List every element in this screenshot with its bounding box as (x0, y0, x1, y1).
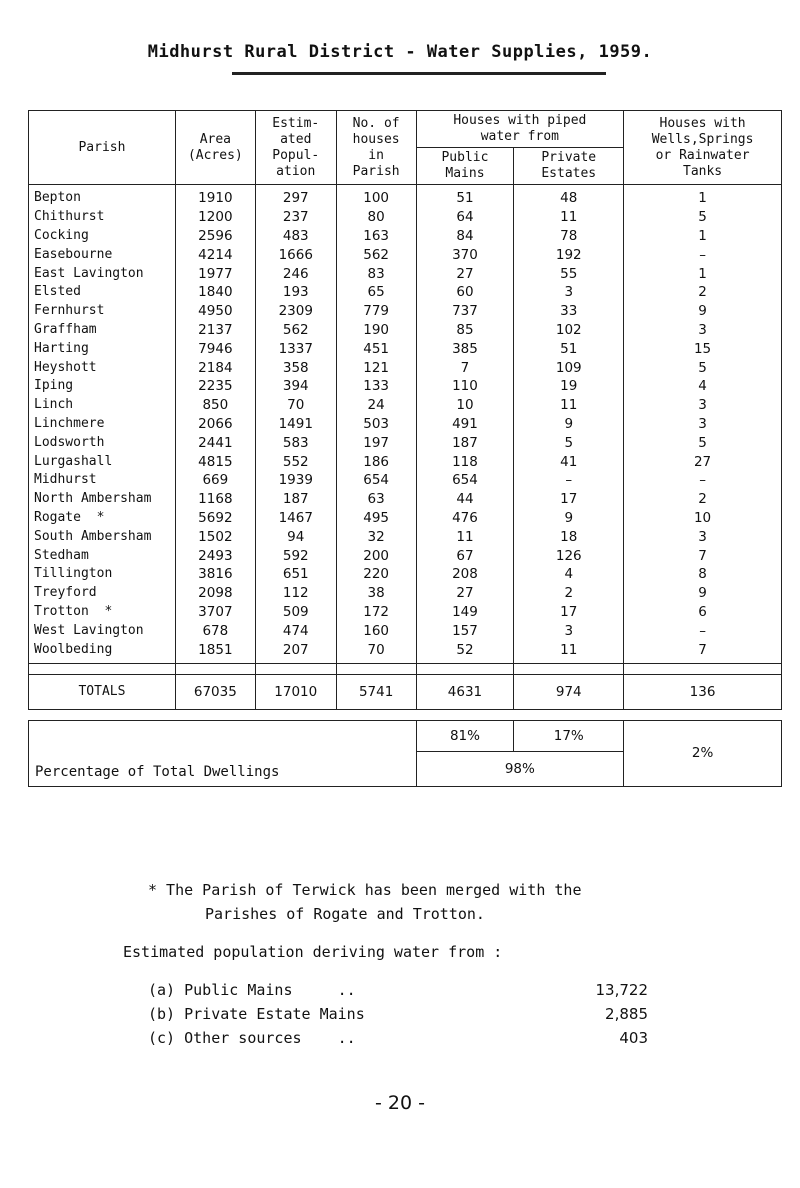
cell-area: 5692 (175, 509, 255, 528)
cell-parish: West Lavington (29, 621, 176, 640)
estimate-heading: Estimated population deriving water from : (123, 943, 503, 961)
cell-houses: 80 (336, 208, 416, 227)
cell-parish: Woolbeding (29, 640, 176, 663)
cell-private: 109 (514, 358, 624, 377)
cell-houses: 495 (336, 509, 416, 528)
cell-area: 1910 (175, 185, 255, 208)
cell-public: 52 (416, 640, 514, 663)
cell-private: 48 (514, 185, 624, 208)
cell-private: 17 (514, 603, 624, 622)
cell-public: 44 (416, 490, 514, 509)
cell-public: 157 (416, 621, 514, 640)
cell-wells: 2 (624, 490, 782, 509)
estimate-label: (c) Other sources .. (148, 1029, 356, 1047)
cell-private: 11 (514, 640, 624, 663)
cell-pop: 358 (255, 358, 336, 377)
table-row (29, 264, 782, 283)
cell-wells: 3 (624, 415, 782, 434)
cell-parish: East Lavington (29, 264, 176, 283)
cell-wells: – (624, 471, 782, 490)
cell-wells: – (624, 245, 782, 264)
percentage-public: 81% (416, 720, 514, 751)
cell-area: 1168 (175, 490, 255, 509)
cell-wells: 1 (624, 264, 782, 283)
cell-public: 118 (416, 452, 514, 471)
cell-parish: Rogate * (29, 509, 176, 528)
table-row (29, 208, 782, 227)
cell-private: 11 (514, 396, 624, 415)
cell-houses: 503 (336, 415, 416, 434)
cell-pop: 483 (255, 227, 336, 246)
cell-parish: Elsted (29, 283, 176, 302)
cell-private: 2 (514, 584, 624, 603)
cell-houses: 70 (336, 640, 416, 663)
cell-area: 3816 (175, 565, 255, 584)
cell-private: 192 (514, 245, 624, 264)
cell-private: 41 (514, 452, 624, 471)
totals-row (29, 674, 782, 709)
cell-parish: Iping (29, 377, 176, 396)
page-title: Midhurst Rural District - Water Supplies, 1959. (147, 42, 653, 62)
cell-houses: 186 (336, 452, 416, 471)
estimate-list (148, 978, 648, 1050)
cell-pop: 112 (255, 584, 336, 603)
cell-houses: 200 (336, 546, 416, 565)
cell-parish: Linch (29, 396, 176, 415)
cell-public: 10 (416, 396, 514, 415)
cell-pop: 94 (255, 527, 336, 546)
cell-area: 1851 (175, 640, 255, 663)
cell-houses: 160 (336, 621, 416, 640)
cell-parish: Tillington (29, 565, 176, 584)
cell-wells: 6 (624, 603, 782, 622)
cell-parish: Cocking (29, 227, 176, 246)
cell-houses: 220 (336, 565, 416, 584)
table-row (29, 358, 782, 377)
estimate-label: (b) Private Estate Mains (148, 1005, 365, 1023)
cell-pop: 1666 (255, 245, 336, 264)
cell-parish: Easebourne (29, 245, 176, 264)
cell-parish: Fernhurst (29, 302, 176, 321)
percentage-row (29, 720, 782, 751)
table-row (29, 227, 782, 246)
table-row (29, 185, 782, 208)
cell-houses: 83 (336, 264, 416, 283)
estimate-value: 403 (619, 1029, 648, 1047)
cell-public: 27 (416, 264, 514, 283)
cell-houses: 654 (336, 471, 416, 490)
cell-pop: 237 (255, 208, 336, 227)
cell-private: 78 (514, 227, 624, 246)
cell-houses: 197 (336, 433, 416, 452)
cell-area: 2066 (175, 415, 255, 434)
cell-private: 18 (514, 527, 624, 546)
cell-wells: 27 (624, 452, 782, 471)
estimate-item (148, 1002, 648, 1026)
estimate-item (148, 978, 648, 1002)
cell-public: 654 (416, 471, 514, 490)
cell-houses: 38 (336, 584, 416, 603)
cell-private: 51 (514, 339, 624, 358)
cell-wells: 7 (624, 640, 782, 663)
cell-pop: 562 (255, 321, 336, 340)
cell-private: 11 (514, 208, 624, 227)
cell-wells: 9 (624, 302, 782, 321)
cell-area: 2596 (175, 227, 255, 246)
table-row (29, 396, 782, 415)
table-row (29, 565, 782, 584)
cell-houses: 451 (336, 339, 416, 358)
header-population: Estim- ated Popul- ation (255, 111, 336, 185)
cell-private: 3 (514, 621, 624, 640)
cell-pop: 1939 (255, 471, 336, 490)
cell-area: 4815 (175, 452, 255, 471)
cell-area: 2184 (175, 358, 255, 377)
cell-wells: 3 (624, 527, 782, 546)
cell-wells: 4 (624, 377, 782, 396)
cell-public: 51 (416, 185, 514, 208)
cell-area: 1502 (175, 527, 255, 546)
cell-pop: 207 (255, 640, 336, 663)
table-row (29, 603, 782, 622)
cell-area: 4950 (175, 302, 255, 321)
cell-private: 102 (514, 321, 624, 340)
cell-parish: Midhurst (29, 471, 176, 490)
percentage-private: 17% (514, 720, 624, 751)
cell-houses: 65 (336, 283, 416, 302)
cell-private: 9 (514, 509, 624, 528)
cell-wells: 2 (624, 283, 782, 302)
header-private-estates: Private Estates (514, 148, 624, 185)
header-public-mains: Public Mains (416, 148, 514, 185)
header-wells: Houses with Wells,Springs or Rainwater Tanks (624, 111, 782, 185)
cell-wells: 7 (624, 546, 782, 565)
header-area: Area (Acres) (175, 111, 255, 185)
footnote-line-2: Parishes of Rogate and Trotton. (205, 905, 485, 923)
cell-parish: Bepton (29, 185, 176, 208)
cell-pop: 1337 (255, 339, 336, 358)
cell-parish: Graffham (29, 321, 176, 340)
estimate-value: 13,722 (595, 981, 648, 999)
cell-houses: 190 (336, 321, 416, 340)
estimate-label: (a) Public Mains .. (148, 981, 356, 999)
cell-wells: 3 (624, 396, 782, 415)
table-row (29, 621, 782, 640)
cell-wells: 8 (624, 565, 782, 584)
cell-houses: 562 (336, 245, 416, 264)
cell-private: 3 (514, 283, 624, 302)
cell-public: 84 (416, 227, 514, 246)
table-row (29, 377, 782, 396)
header-parish: Parish (29, 111, 176, 185)
cell-public: 27 (416, 584, 514, 603)
table-row (29, 339, 782, 358)
cell-wells: 5 (624, 358, 782, 377)
cell-area: 1200 (175, 208, 255, 227)
cell-parish: Stedham (29, 546, 176, 565)
cell-wells: 1 (624, 227, 782, 246)
cell-area: 2235 (175, 377, 255, 396)
cell-wells: 10 (624, 509, 782, 528)
title-underline (232, 72, 606, 75)
totals-population: 17010 (255, 674, 336, 709)
cell-public: 491 (416, 415, 514, 434)
table-row (29, 415, 782, 434)
cell-area: 678 (175, 621, 255, 640)
cell-pop: 592 (255, 546, 336, 565)
cell-pop: 2309 (255, 302, 336, 321)
cell-wells: 1 (624, 185, 782, 208)
cell-area: 7946 (175, 339, 255, 358)
cell-pop: 651 (255, 565, 336, 584)
cell-public: 85 (416, 321, 514, 340)
cell-private: 55 (514, 264, 624, 283)
cell-houses: 779 (336, 302, 416, 321)
cell-wells: 9 (624, 584, 782, 603)
cell-pop: 187 (255, 490, 336, 509)
cell-public: 187 (416, 433, 514, 452)
cell-houses: 133 (336, 377, 416, 396)
cell-private: 4 (514, 565, 624, 584)
cell-private: 126 (514, 546, 624, 565)
cell-area: 850 (175, 396, 255, 415)
cell-area: 2098 (175, 584, 255, 603)
page-number: - 20 - (375, 1092, 425, 1114)
cell-public: 67 (416, 546, 514, 565)
cell-area: 2493 (175, 546, 255, 565)
cell-wells: 5 (624, 208, 782, 227)
cell-private: 17 (514, 490, 624, 509)
estimate-item (148, 1026, 648, 1050)
cell-public: 385 (416, 339, 514, 358)
cell-area: 669 (175, 471, 255, 490)
table-row (29, 546, 782, 565)
cell-pop: 297 (255, 185, 336, 208)
table-row (29, 245, 782, 264)
cell-wells: 5 (624, 433, 782, 452)
cell-pop: 552 (255, 452, 336, 471)
table-row (29, 452, 782, 471)
footnote (0, 878, 800, 926)
cell-parish: Harting (29, 339, 176, 358)
cell-parish: Linchmere (29, 415, 176, 434)
cell-private: 33 (514, 302, 624, 321)
cell-public: 60 (416, 283, 514, 302)
cell-parish: Chithurst (29, 208, 176, 227)
cell-public: 737 (416, 302, 514, 321)
cell-private: 19 (514, 377, 624, 396)
cell-pop: 193 (255, 283, 336, 302)
cell-houses: 172 (336, 603, 416, 622)
cell-houses: 63 (336, 490, 416, 509)
percentage-label: Percentage of Total Dwellings (29, 720, 417, 786)
cell-parish: South Ambersham (29, 527, 176, 546)
cell-parish: Lurgashall (29, 452, 176, 471)
cell-public: 110 (416, 377, 514, 396)
cell-private: 5 (514, 433, 624, 452)
cell-houses: 163 (336, 227, 416, 246)
totals-label: TOTALS (29, 674, 176, 709)
table-row (29, 302, 782, 321)
cell-houses: 121 (336, 358, 416, 377)
totals-public: 4631 (416, 674, 514, 709)
cell-pop: 509 (255, 603, 336, 622)
totals-houses: 5741 (336, 674, 416, 709)
cell-pop: 246 (255, 264, 336, 283)
table-row (29, 640, 782, 663)
table-row (29, 509, 782, 528)
footnote-line-1: * The Parish of Terwick has been merged with the (148, 881, 582, 899)
cell-pop: 70 (255, 396, 336, 415)
table-row (29, 283, 782, 302)
totals-private: 974 (514, 674, 624, 709)
header-piped-water: Houses with piped water from (416, 111, 624, 148)
cell-parish: Lodsworth (29, 433, 176, 452)
cell-parish: North Ambersham (29, 490, 176, 509)
totals-wells: 136 (624, 674, 782, 709)
cell-houses: 24 (336, 396, 416, 415)
cell-pop: 394 (255, 377, 336, 396)
table-row (29, 584, 782, 603)
cell-pop: 474 (255, 621, 336, 640)
cell-public: 370 (416, 245, 514, 264)
cell-pop: 1491 (255, 415, 336, 434)
percentage-wells: 2% (624, 720, 782, 786)
cell-private: – (514, 471, 624, 490)
cell-pop: 583 (255, 433, 336, 452)
cell-area: 4214 (175, 245, 255, 264)
cell-public: 208 (416, 565, 514, 584)
cell-area: 2441 (175, 433, 255, 452)
cell-area: 3707 (175, 603, 255, 622)
cell-parish: Heyshott (29, 358, 176, 377)
cell-houses: 32 (336, 527, 416, 546)
cell-parish: Trotton * (29, 603, 176, 622)
header-houses: No. of houses in Parish (336, 111, 416, 185)
cell-private: 9 (514, 415, 624, 434)
cell-public: 11 (416, 527, 514, 546)
cell-area: 1840 (175, 283, 255, 302)
cell-area: 2137 (175, 321, 255, 340)
table-row (29, 433, 782, 452)
table-row (29, 527, 782, 546)
cell-public: 476 (416, 509, 514, 528)
cell-public: 149 (416, 603, 514, 622)
percentage-piped-total: 98% (416, 751, 624, 786)
table-row (29, 490, 782, 509)
cell-wells: 15 (624, 339, 782, 358)
cell-parish: Treyford (29, 584, 176, 603)
totals-area: 67035 (175, 674, 255, 709)
cell-area: 1977 (175, 264, 255, 283)
cell-pop: 1467 (255, 509, 336, 528)
water-supplies-table (28, 110, 782, 787)
cell-public: 64 (416, 208, 514, 227)
cell-public: 7 (416, 358, 514, 377)
cell-wells: – (624, 621, 782, 640)
table-row (29, 471, 782, 490)
estimate-value: 2,885 (605, 1005, 648, 1023)
cell-wells: 3 (624, 321, 782, 340)
table-row (29, 321, 782, 340)
cell-houses: 100 (336, 185, 416, 208)
